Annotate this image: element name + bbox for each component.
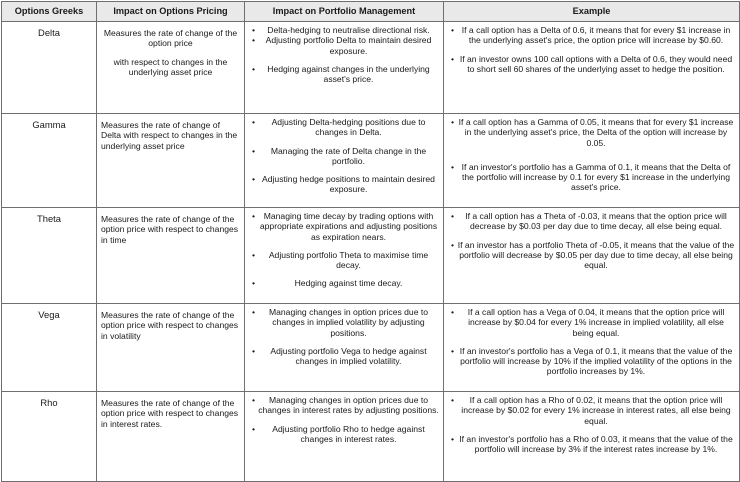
management-item: • Managing time decay by trading options with appropriate expirations and adjusting positions as expiration nears. [249,211,439,242]
management-item: • Adjusting portfolio Rho to hedge against changes in interest rates. [249,424,439,445]
management-item: • Adjusting portfolio Delta to maintain desired exposure. [249,35,439,56]
table-row-gamma [2,114,740,208]
greek-name: Vega [2,304,97,392]
pricing-text: Measures the rate of change of the option price with respect to changes in volatility [101,310,239,341]
management-item: • Adjusting portfolio Theta to maximise time decay. [249,250,439,271]
pricing-text: Measures the rate of change of the option price with respect to changes in time [101,214,239,245]
table-row-theta [2,208,740,304]
example-cell [444,22,740,114]
example-item: • If a call option has a Theta of -0.03, it means that the option price will decrease by $0.03 per day due to time decay, all else being equal. [448,211,735,232]
management-item: • Adjusting hedge positions to maintain desired exposure. [249,174,439,195]
pricing-cell [97,208,245,304]
example-cell [444,304,740,392]
greek-name: Gamma [2,114,97,208]
example-item: • If an investor has a portfolio Theta of -0.05, it means that the value of the portfolio will decrease by $0.05 per day due to time decay, all else being equal. [448,240,735,271]
table-row-rho [2,392,740,482]
management-item: • Managing changes in option prices due to changes in implied volatility by adjusting positions. [249,307,439,338]
example-item: • If an investor owns 100 call options with a Delta of 0.6, they would need to short sell 60 shares of the underlying asset to hedge the position. [448,54,735,75]
example-item: • If a call option has a Gamma of 0.05, it means that for every $1 increase in the underlying asset's price, the Delta of the option will increase by 0.05. [448,117,735,148]
header-impact-portfolio: Impact on Portfolio Management [245,2,444,22]
management-cell [245,22,444,114]
table-row-delta [2,22,740,114]
example-item: • If an investor's portfolio has a Rho of 0.03, it means that the value of the portfolio will increase by 3% if the interest rates increase by 1%. [448,434,735,455]
table-row-vega [2,304,740,392]
example-item: • If an investor's portfolio has a Gamma of 0.1, it means that the Delta of the portfolio will increase by 0.1 for every $1 increase in the underlying asset's price. [448,162,735,193]
pricing-cell [97,22,245,114]
management-item: • Hedging against changes in the underlying asset's price. [249,64,439,85]
management-cell [245,208,444,304]
pricing-text: Measures the rate of change of the option price [103,28,238,49]
pricing-text: with respect to changes in the underlying asset price [113,56,228,77]
greek-name: Rho [2,392,97,482]
example-cell [444,208,740,304]
management-cell [245,114,444,208]
header-impact-pricing: Impact on Options Pricing [97,2,245,22]
options-greeks-table [1,1,740,482]
example-item: • If an investor's portfolio has a Vega of 0.1, it means that the value of the portfolio will increase by 10% if the implied volatility of the options in the portfolio increases by 1%. [448,346,735,377]
pricing-text: Measures the rate of change of Delta with respect to changes in the underlying asset price [101,120,238,151]
greek-name: Delta [2,22,97,114]
management-cell [245,304,444,392]
pricing-cell [97,114,245,208]
pricing-text: Measures the rate of change of the option price with respect to changes in interest rates. [101,398,239,429]
pricing-cell [97,392,245,482]
example-cell [444,114,740,208]
management-item: • Managing the rate of Delta change in the portfolio. [249,146,439,167]
example-item: • If a call option has a Rho of 0.02, it means that the option price will increase by $0.02 for every 1% increase in interest rates, all else being equal. [448,395,735,426]
management-item: • Adjusting Delta-hedging positions due to changes in Delta. [249,117,439,138]
example-item: • If a call option has a Vega of 0.04, it means that the option price will increase by $0.04 for every 1% increase in implied volatility, all else being equal. [448,307,735,338]
pricing-cell [97,304,245,392]
header-example: Example [444,2,740,22]
management-item: • Managing changes in option prices due to changes in interest rates by adjusting positions. [249,395,439,416]
management-item: • Adjusting portfolio Vega to hedge against changes in implied volatility. [249,346,439,367]
greek-name: Theta [2,208,97,304]
header-options-greeks: Options Greeks [2,2,97,22]
management-item: • Delta-hedging to neutralise directional risk. [249,25,439,35]
example-cell [444,392,740,482]
management-cell [245,392,444,482]
header-row [2,2,740,22]
management-item: • Hedging against time decay. [249,278,439,288]
example-item: • If a call option has a Delta of 0.6, it means that for every $1 increase in the underlying asset's price, the option price will increase by $0.60. [448,25,735,46]
